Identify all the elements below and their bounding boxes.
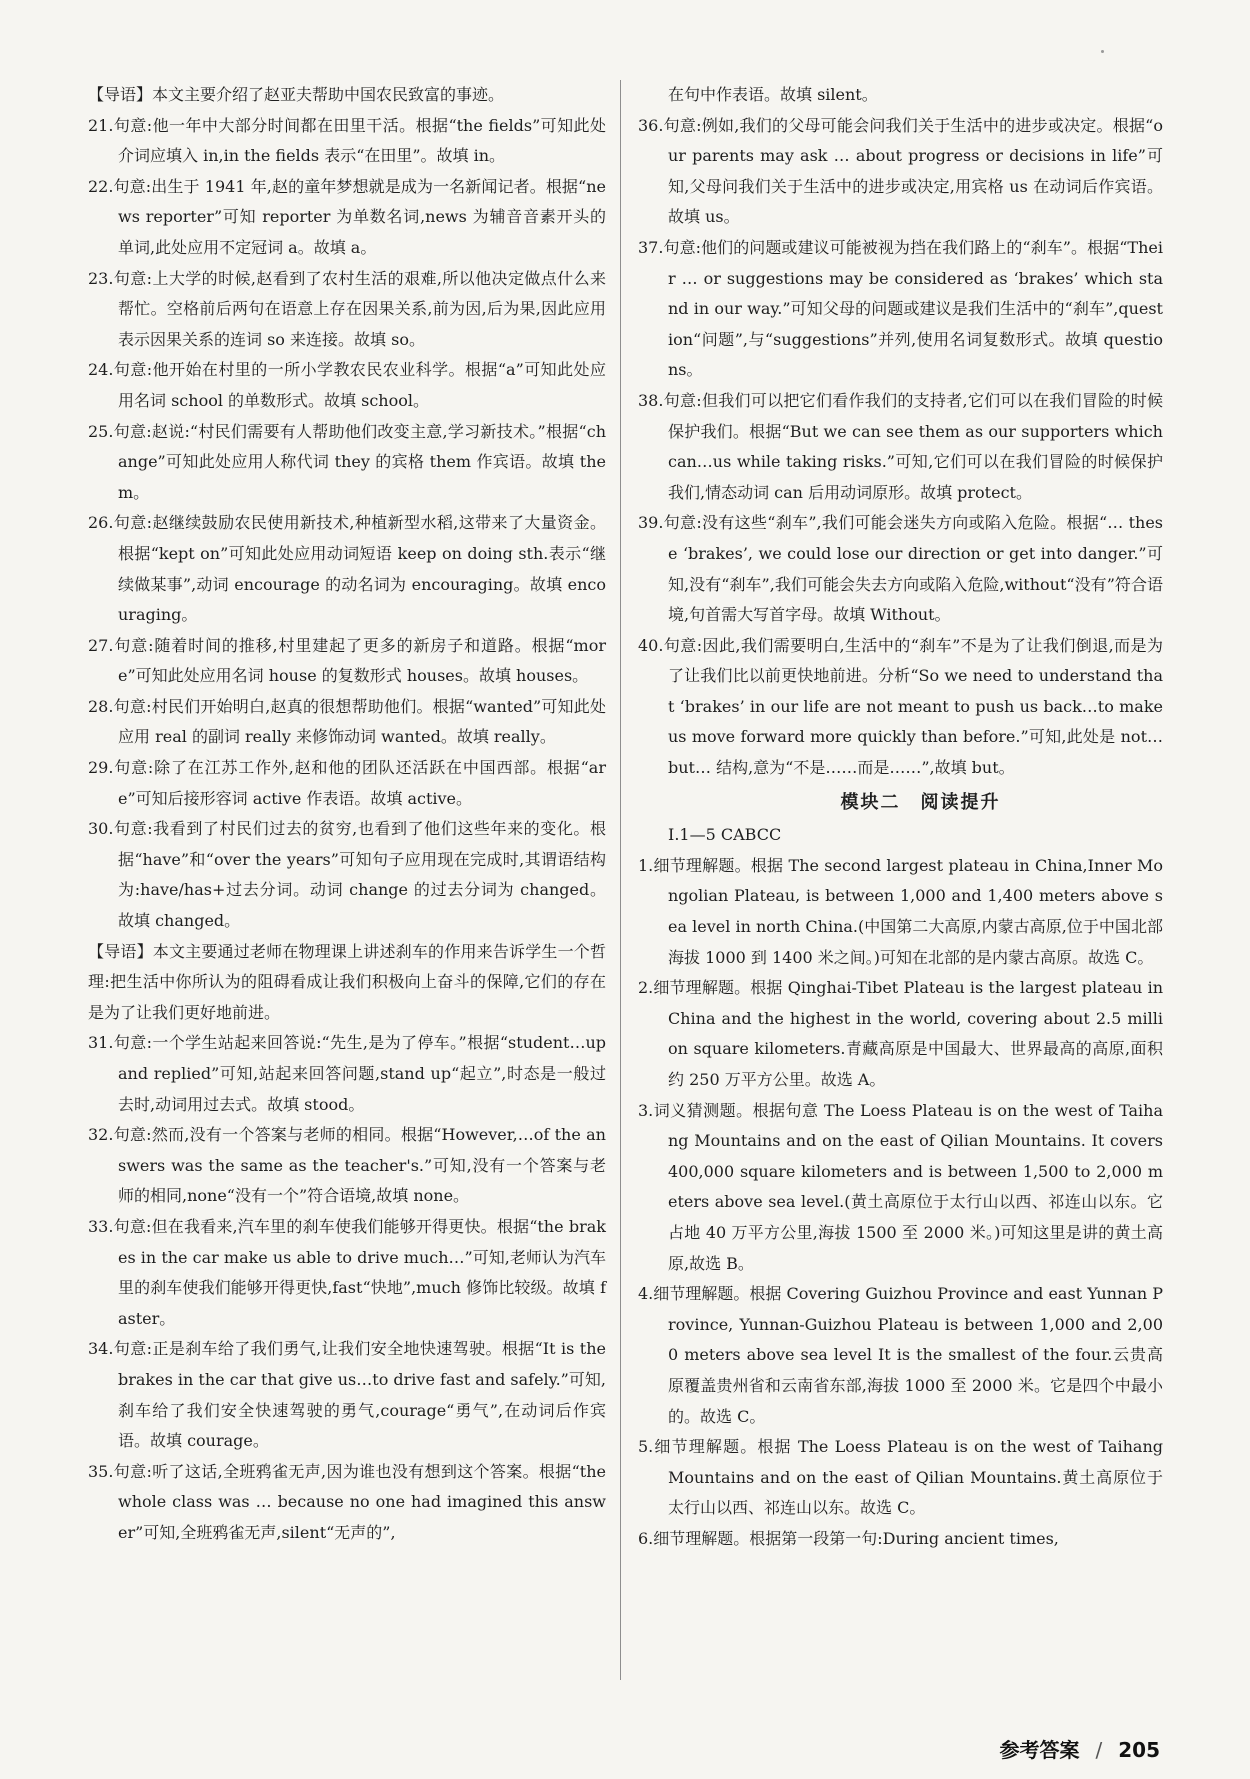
continuation-text: Ⅰ.1—5 CABCC <box>668 825 782 845</box>
continuation-text: 在句中作表语。故填 silent。 <box>668 85 878 104</box>
answer-item: 36.句意:例如,我们的父母可能会问我们关于生活中的进步或决定。根据“our parents may ask … about progress or decisions in life”可知,父母问我们关于生活中的进步或决定,用宾格 us 在动词后作宾语。故填 us。 <box>638 115 1163 227</box>
answer-item: 35.句意:听了这话,全班鸦雀无声,因为谁也没有想到这个答案。根据“the whole class was … because no one had imagined this answer”可知,全班鸦雀无声,silent“无声的”, <box>88 1461 606 1542</box>
answer-item: 37.句意:他们的问题或建议可能被视为挡在我们路上的“刹车”。根据“Their … or suggestions may be considered as ‘brakes’ which stand in our way.”可知父母的问题或建议是我们生活中的“刹车”,question“问题”,与“suggestions”并列,使用名词复数形式。故填 questions。 <box>638 237 1163 380</box>
answer-item: 34.句意:正是刹车给了我们勇气,让我们安全地快速驾驶。根据“It is the brakes in the car that give us…to drive fast and safely.”可知,刹车给了我们安全快速驾驶的勇气,courage“勇气”,在动词后作宾语。故填 courage。 <box>88 1339 606 1451</box>
answer-item: 33.句意:但在我看来,汽车里的刹车使我们能够开得更快。根据“the brakes in the car make us able to drive much…”可知,老师认为汽车里的刹车使我们能够开得更快,fast“快地”,much 修饰比较级。故填 faster。 <box>88 1216 606 1328</box>
left-column <box>88 80 606 1549</box>
answer-item: 23.句意:上大学的时候,赵看到了农村生活的艰难,所以他决定做点什么来帮忙。空格前后两句在语意上存在因果关系,前为因,后为果,因此应用表示因果关系的连词 so 来连接。故填 so。 <box>88 268 606 349</box>
guide-paragraph: 【导语】本文主要介绍了赵亚夫帮助中国农民致富的事迹。 <box>88 85 505 104</box>
answer-item: 6.细节理解题。根据第一段第一句:During ancient times, <box>638 1528 1059 1548</box>
corner-dot <box>1101 50 1104 53</box>
guide-paragraph: 【导语】本文主要通过老师在物理课上讲述刹车的作用来告诉学生一个哲理:把生活中你所认为的阻碍看成让我们积极向上奋斗的保障,它们的存在是为了让我们更好地前进。 <box>88 941 606 1022</box>
answer-item: 22.句意:出生于 1941 年,赵的童年梦想就是成为一名新闻记者。根据“news reporter”可知 reporter 为单数名词,news 为辅音音素开头的单词,此处应用不定冠词 a。故填 a。 <box>88 176 606 257</box>
answer-item: 29.句意:除了在江苏工作外,赵和他的团队还活跃在中国西部。根据“are”可知后接形容词 active 作表语。故填 active。 <box>88 758 606 808</box>
answer-item: 38.句意:但我们可以把它们看作我们的支持者,它们可以在我们冒险的时候保护我们。根据“But we can see them as our supporters which can…us while taking risks.”可知,它们可以在我们冒险的时候保护我们,情态动词 can 后用动词原形。故填 protect。 <box>638 390 1163 502</box>
answer-item: 24.句意:他开始在村里的一所小学教农民农业科学。根据“a”可知此处应用名词 school 的单数形式。故填 school。 <box>88 360 606 410</box>
page-footer <box>1000 1734 1161 1763</box>
answer-item: 39.句意:没有这些“刹车”,我们可能会迷失方向或陷入危险。根据“… these ‘brakes’, we could lose our direction or get into danger.”可知,没有“刹车”,我们可能会失去方向或陷入危险,without“没有”符合语境,句首需大写首字母。故填 Without。 <box>638 513 1163 625</box>
answer-item: 5.细节理解题。根据 The Loess Plateau is on the west of Taihang Mountains and on the east of Qilian Mountains.黄土高原位于太行山以西、祁连山以东。故选 C。 <box>638 1437 1163 1518</box>
right-column <box>638 80 1163 1555</box>
answer-item: 25.句意:赵说:“村民们需要有人帮助他们改变主意,学习新技术。”根据“change”可知此处应用人称代词 they 的宾格 them 作宾语。故填 them。 <box>88 421 606 502</box>
answer-item: 30.句意:我看到了村民们过去的贫穷,也看到了他们这些年来的变化。根据“have”和“over the years”可知句子应用现在完成时,其谓语结构为:have/has+过去分词。动词 change 的过去分词为 changed。故填 changed。 <box>88 819 606 931</box>
answer-item: 31.句意:一个学生站起来回答说:“先生,是为了停车。”根据“student…up and replied”可知,站起来回答问题,stand up“起立”,时态是一般过去时,动词用过去式。故填 stood。 <box>88 1033 606 1114</box>
footer-slash: / <box>1095 1738 1103 1762</box>
answer-item: 32.句意:然而,没有一个答案与老师的相同。根据“However,…of the answers was the same as the teacher's.”可知,没有一个答案与老师的相同,none“没有一个”符合语境,故填 none。 <box>88 1125 606 1206</box>
answer-item: 2.细节理解题。根据 Qinghai-Tibet Plateau is the largest plateau in China and the highest in the world, covering about 2.5 million square kilometers.青藏高原是中国最大、世界最高的高原,面积约 250 万平方公里。故选 A。 <box>638 978 1163 1089</box>
answer-item: 27.句意:随着时间的推移,村里建起了更多的新房子和道路。根据“more”可知此处应用名词 house 的复数形式 houses。故填 houses。 <box>88 635 606 686</box>
answer-item: 28.句意:村民们开始明白,赵真的很想帮助他们。根据“wanted”可知此处应用 real 的副词 really 来修饰动词 wanted。故填 really。 <box>88 696 606 747</box>
footer-section-label: 参考答案 <box>999 1738 1080 1762</box>
answer-item: 40.句意:因此,我们需要明白,生活中的“刹车”不是为了让我们倒退,而是为了让我们比以前更快地前进。分析“So we need to understand that ‘brakes’ in our life are not meant to push us back…to make us move forward more quickly than before.”可知,此处是 not… but… 结构,意为“不是……而是……”,故填 but。 <box>638 635 1163 778</box>
answer-item: 3.词义猜测题。根据句意 The Loess Plateau is on the west of Taihang Mountains and on the east of Qilian Mountains. It covers 400,000 square kilometers and is between 1,500 to 2,000 meters above sea level.(黄土高原位于太行山以西、祁连山以东。它占地 40 万平方公里,海拔 1500 至 2000 米。)可知这里是讲的黄土高原,故选 B。 <box>638 1100 1163 1273</box>
right-bottom-block <box>638 820 1163 1554</box>
right-top-block <box>638 80 1163 784</box>
page-number: 205 <box>1118 1738 1160 1762</box>
column-divider <box>620 80 621 1680</box>
answer-item: 26.句意:赵继续鼓励农民使用新技术,种植新型水稻,这带来了大量资金。根据“kept on”可知此处应用动词短语 keep on doing sth.表示“继续做某事”,动词 encourage 的动名词为 encouraging。故填 encouraging。 <box>88 513 606 625</box>
answer-item: 21.句意:他一年中大部分时间都在田里干活。根据“the fields”可知此处介词应填入 in,in the fields 表示“在田里”。故填 in。 <box>88 115 606 166</box>
answer-item: 4.细节理解题。根据 Covering Guizhou Province and east Yunnan Province, Yunnan-Guizhou Plateau is between 1,000 and 2,000 meters above sea level It is the smallest of the four.云贵高原覆盖贵州省和云南省东部,海拔 1000 至 2000 米。它是四个中最小的。故选 C。 <box>638 1284 1163 1426</box>
answer-item: 1.细节理解题。根据 The second largest plateau in China,Inner Mongolian Plateau, is between 1,000 and 1,400 meters above sea level in north China.(中国第二大高原,内蒙古高原,位于中国北部海拔 1000 到 1400 米之间。)可知在北部的是内蒙古高原。故选 C。 <box>638 855 1163 967</box>
section-title: 模块二 阅读提升 <box>840 791 1001 813</box>
